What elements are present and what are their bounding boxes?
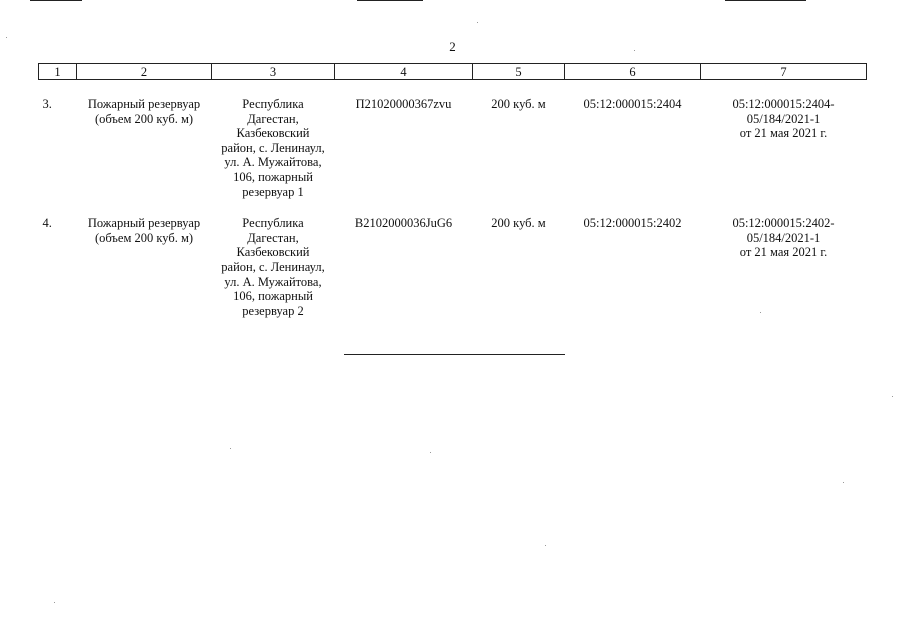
object-name-cell — [77, 216, 212, 318]
registration-line: 05/184/2021-1 — [746, 230, 821, 245]
address-line: резервуар 1 — [242, 184, 304, 199]
top-edge-rule-left — [30, 0, 82, 1]
scan-speck — [54, 602, 55, 603]
address-line: район, с. Ленинаул, — [221, 259, 325, 274]
object-name-line: Пожарный резервуар — [87, 216, 201, 231]
scan-speck — [6, 37, 7, 38]
address-line: район, с. Ленинаул, — [221, 140, 325, 155]
registration-line: 05/184/2021-1 — [746, 111, 821, 126]
end-of-document-rule — [344, 354, 565, 355]
registration-cell — [701, 216, 867, 318]
object-name-line: Пожарный резервуар — [87, 97, 201, 111]
scan-speck — [477, 22, 478, 23]
table-row — [39, 216, 867, 318]
registration-line: 05:12:000015:2402- — [732, 216, 835, 231]
address-line: 106, пожарный — [233, 169, 313, 184]
cadastral-number-cell: 05:12:000015:2404 — [583, 97, 682, 111]
address-line: Республика — [242, 97, 304, 111]
object-code-cell: В2102000036JuG6 — [354, 216, 453, 231]
header-row — [39, 64, 867, 80]
address-line: 106, пожарный — [233, 289, 313, 304]
object-code-cell: П21020000367zvu — [355, 97, 452, 111]
object-name-line: (объем 200 куб. м) — [94, 230, 194, 245]
address-line: Дагестан, — [247, 230, 299, 245]
header-col-3: 3 — [212, 64, 335, 80]
scan-speck — [634, 50, 635, 51]
scan-speck — [892, 396, 893, 397]
scan-speck — [430, 452, 431, 453]
scan-speck — [843, 482, 844, 483]
volume-cell: 200 куб. м — [491, 97, 546, 111]
address-line: Республика — [242, 216, 304, 231]
registration-line: от 21 мая 2021 г. — [739, 245, 828, 260]
address-line: ул. А. Мужайтова, — [224, 155, 322, 170]
table-row — [39, 97, 867, 199]
top-edge-rule-right — [725, 0, 806, 1]
scan-speck — [545, 545, 546, 546]
header-col-1: 1 — [39, 64, 77, 80]
address-cell — [212, 216, 335, 318]
row-number: 3. — [42, 97, 52, 111]
row-number: 4. — [42, 216, 52, 231]
spacer-row — [39, 80, 867, 98]
address-line: резервуар 2 — [242, 303, 304, 318]
scan-speck — [230, 448, 231, 449]
cadastral-number-cell: 05:12:000015:2402 — [583, 216, 682, 231]
objects-table — [38, 63, 867, 318]
registration-line: 05:12:000015:2404- — [732, 97, 835, 111]
address-cell — [212, 97, 335, 199]
object-name-line: (объем 200 куб. м) — [94, 111, 194, 126]
object-name-cell — [77, 97, 212, 199]
header-col-2: 2 — [77, 64, 212, 80]
address-line: Дагестан, — [247, 111, 299, 126]
header-col-5: 5 — [473, 64, 565, 80]
header-col-6: 6 — [565, 64, 701, 80]
registration-line: от 21 мая 2021 г. — [739, 126, 828, 141]
top-edge-rule-center — [357, 0, 423, 1]
header-col-4: 4 — [335, 64, 473, 80]
page-number: 2 — [449, 39, 456, 54]
column-number-header — [39, 64, 867, 80]
address-line: Казбековский — [236, 126, 310, 141]
scan-speck — [760, 312, 761, 313]
address-line: Казбековский — [236, 245, 310, 260]
row-gap — [39, 199, 867, 216]
address-line: ул. А. Мужайтова, — [224, 274, 322, 289]
header-col-7: 7 — [701, 64, 867, 80]
registration-cell — [701, 97, 867, 199]
volume-cell: 200 куб. м — [491, 216, 546, 231]
